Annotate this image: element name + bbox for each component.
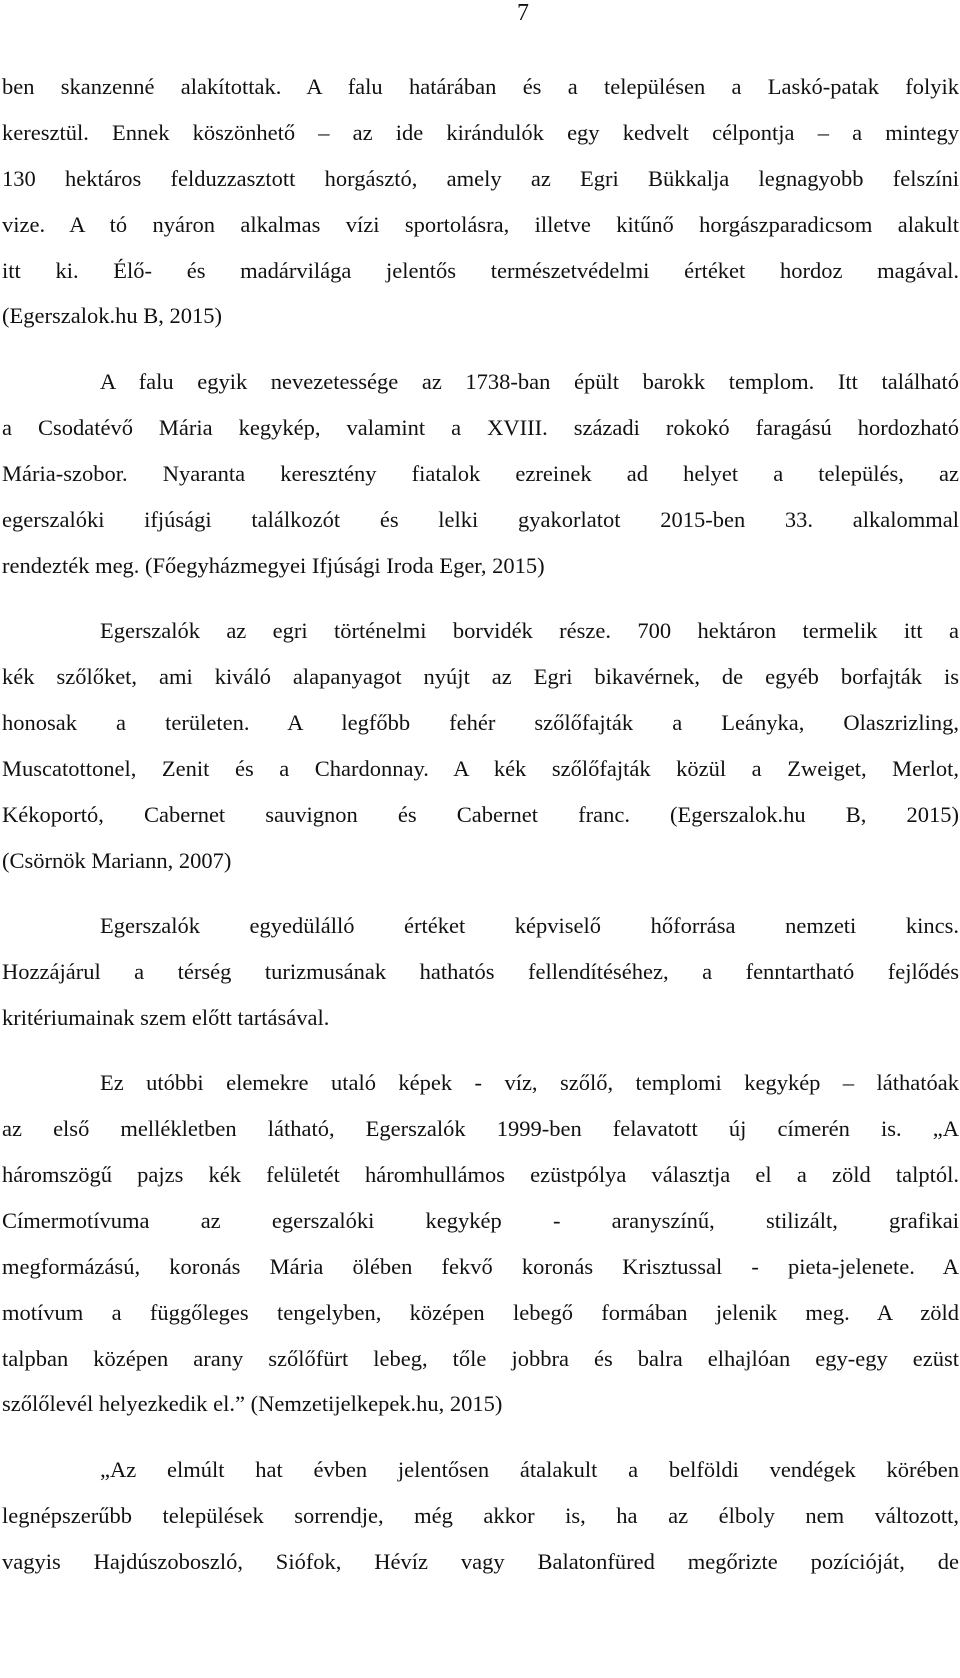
text-line: kritériumainak szem előtt tartásával. xyxy=(2,1005,330,1030)
text-line: itt ki. Élő- és madárvilága jelentős természetvédelmi értéket hordoz magával. xyxy=(2,258,959,283)
text-line: vagyis Hajdúszoboszló, Siófok, Hévíz vagy Balatonfüred megőrizte pozícióját, de xyxy=(2,1549,959,1574)
text-line: háromszögű pajzs kék felületét háromhullámos ezüstpólya választja el a zöld talptól. xyxy=(2,1162,959,1187)
text-line: Egerszalók egyedülálló értéket képviselő hőforrása nemzeti kincs. xyxy=(100,913,959,938)
text-line: 130 hektáros felduzzasztott horgásztó, amely az Egri Bükkalja legnagyobb felszíni xyxy=(2,166,959,191)
text-line: az első mellékletben látható, Egerszalók 1999-ben felavatott új címerén is. „A xyxy=(2,1116,959,1141)
text-line: (Egerszalok.hu B, 2015) xyxy=(2,303,222,328)
text-line: rendezték meg. (Főegyházmegyei Ifjúsági Iroda Eger, 2015) xyxy=(2,553,545,578)
text-line: (Csörnök Mariann, 2007) xyxy=(2,848,232,873)
text-line: talpban középen arany szőlőfürt lebeg, tőle jobbra és balra elhajlóan egy-egy ezüst xyxy=(2,1346,959,1371)
text-line: megformázású, koronás Mária ölében fekvő koronás Krisztussal - pieta-jelenete. A xyxy=(2,1254,959,1279)
text-line: Muscatottonel, Zenit és a Chardonnay. A kék szőlőfajták közül a Zweiget, Merlot, xyxy=(2,756,959,781)
text-line: Egerszalók az egri történelmi borvidék része. 700 hektáron termelik itt a xyxy=(100,618,959,643)
text-line: egerszalóki ifjúsági találkozót és lelki gyakorlatot 2015-ben 33. alkalommal xyxy=(2,507,959,532)
text-line: keresztül. Ennek köszönhető – az ide kirándulók egy kedvelt célpontja – a mintegy xyxy=(2,120,959,145)
text-line: „Az elmúlt hat évben jelentősen átalakult a belföldi vendégek körében xyxy=(100,1457,959,1482)
text-line: honosak a területen. A legfőbb fehér szőlőfajták a Leányka, Olaszrizling, xyxy=(2,710,959,735)
text-line: Hozzájárul a térség turizmusának hathatós fellendítéséhez, a fenntartható fejlődés xyxy=(2,959,959,984)
text-line: vize. A tó nyáron alkalmas vízi sportolásra, illetve kitűnő horgászparadicsom alakult xyxy=(2,212,959,237)
text-line: Ez utóbbi elemekre utaló képek - víz, szőlő, templomi kegykép – láthatóak xyxy=(100,1070,959,1095)
text-line: ben skanzenné alakítottak. A falu határában és a településen a Laskó-patak folyik xyxy=(2,74,959,99)
text-line: a Csodatévő Mária kegykép, valamint a XVIII. századi rokokó faragású hordozható xyxy=(2,415,959,440)
page-number: 7 xyxy=(517,0,529,26)
text-line: legnépszerűbb települések sorrendje, még akkor is, ha az élboly nem változott, xyxy=(2,1503,959,1528)
text-line: motívum a függőleges tengelyben, középen lebegő formában jelenik meg. A zöld xyxy=(2,1300,959,1325)
text-line: Kékoportó, Cabernet sauvignon és Cabernet franc. (Egerszalok.hu B, 2015) xyxy=(2,802,959,827)
text-line: kék szőlőket, ami kiváló alapanyagot nyújt az Egri bikavérnek, de egyéb borfajták is xyxy=(2,664,959,689)
text-line: szőlőlevél helyezkedik el.” (Nemzetijelkepek.hu, 2015) xyxy=(2,1391,503,1416)
text-line: Mária-szobor. Nyaranta keresztény fiatalok ezreinek ad helyet a település, az xyxy=(2,461,959,486)
text-line: Címermotívuma az egerszalóki kegykép - aranyszínű, stilizált, grafikai xyxy=(2,1208,959,1233)
text-line: A falu egyik nevezetessége az 1738-ban épült barokk templom. Itt található xyxy=(100,369,959,394)
